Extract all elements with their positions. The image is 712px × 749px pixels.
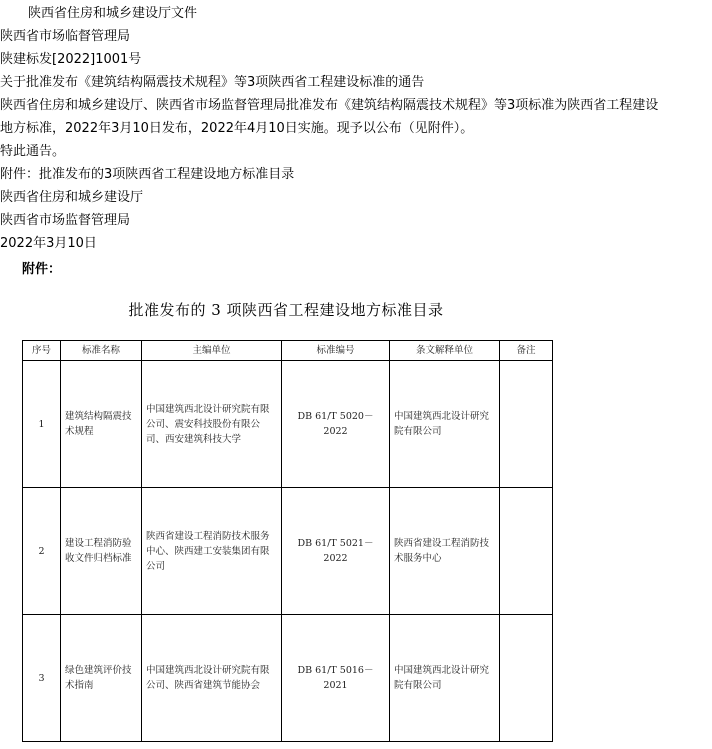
cell-note — [500, 361, 553, 488]
cell-no: 3 — [23, 615, 61, 742]
cell-name: 建筑结构隔震技术规程 — [61, 361, 142, 488]
cell-name: 绿色建筑评价技术指南 — [61, 615, 142, 742]
issuer-doc-title: 陕西省住房和城乡建设厅文件 — [28, 6, 198, 21]
signatory-1: 陕西省住房和城乡建设厅 — [0, 190, 144, 205]
col-header-interp: 条文解释单位 — [390, 341, 500, 361]
cell-interp: 中国建筑西北设计研究院有限公司 — [390, 361, 500, 488]
cell-name: 建设工程消防验收文件归档标准 — [61, 488, 142, 615]
attachment-label: 附件： — [22, 262, 62, 277]
standards-table — [22, 340, 553, 742]
table-row — [23, 361, 553, 488]
table-title: 批准发布的 3 项陕西省工程建设地方标准目录 — [128, 301, 444, 319]
signatory-2: 陕西省市场监督管理局 — [0, 213, 131, 228]
col-header-editor: 主编单位 — [142, 341, 282, 361]
notice-body-line-1: 陕西省住房和城乡建设厅、陕西省市场监督管理局批准发布《建筑结构隔震技术规程》等3项标准为陕西省工程建设 — [0, 98, 659, 113]
cell-interp: 陕西省建设工程消防技术服务中心 — [390, 488, 500, 615]
col-header-name: 标准名称 — [61, 341, 142, 361]
attachment-reference: 附件：批准发布的3项陕西省工程建设地方标准目录 — [0, 167, 295, 182]
cell-interp: 中国建筑西北设计研究院有限公司 — [390, 615, 500, 742]
cell-code: DB 61/T 5016－2021 — [282, 615, 390, 742]
notice-closing: 特此通告。 — [0, 144, 66, 159]
cell-no: 2 — [23, 488, 61, 615]
co-issuer: 陕西省市场临督管理局 — [0, 29, 131, 44]
cell-editor: 中国建筑西北设计研究院有限公司、震安科技股份有限公司、西安建筑科技大学 — [142, 361, 282, 488]
cell-note — [500, 488, 553, 615]
table-header-row — [23, 341, 553, 361]
notice-title: 关于批准发布《建筑结构隔震技术规程》等3项陕西省工程建设标准的通告 — [0, 75, 425, 90]
col-header-no: 序号 — [23, 341, 61, 361]
cell-note — [500, 615, 553, 742]
notice-body-line-2: 地方标准，2022年3月10日发布，2022年4月10日实施。现予以公布（见附件）。 — [0, 121, 474, 136]
col-header-code: 标准编号 — [282, 341, 390, 361]
col-header-note: 备注 — [500, 341, 553, 361]
table-row — [23, 488, 553, 615]
cell-code: DB 61/T 5021－2022 — [282, 488, 390, 615]
cell-editor: 陕西省建设工程消防技术服务中心、陕西建工安装集团有限公司 — [142, 488, 282, 615]
doc-number: 陕建标发[2022]1001号 — [0, 52, 142, 67]
cell-no: 1 — [23, 361, 61, 488]
cell-code: DB 61/T 5020－2022 — [282, 361, 390, 488]
issue-date: 2022年3月10日 — [0, 236, 97, 251]
table-row — [23, 615, 553, 742]
cell-editor: 中国建筑西北设计研究院有限公司、陕西省建筑节能协会 — [142, 615, 282, 742]
